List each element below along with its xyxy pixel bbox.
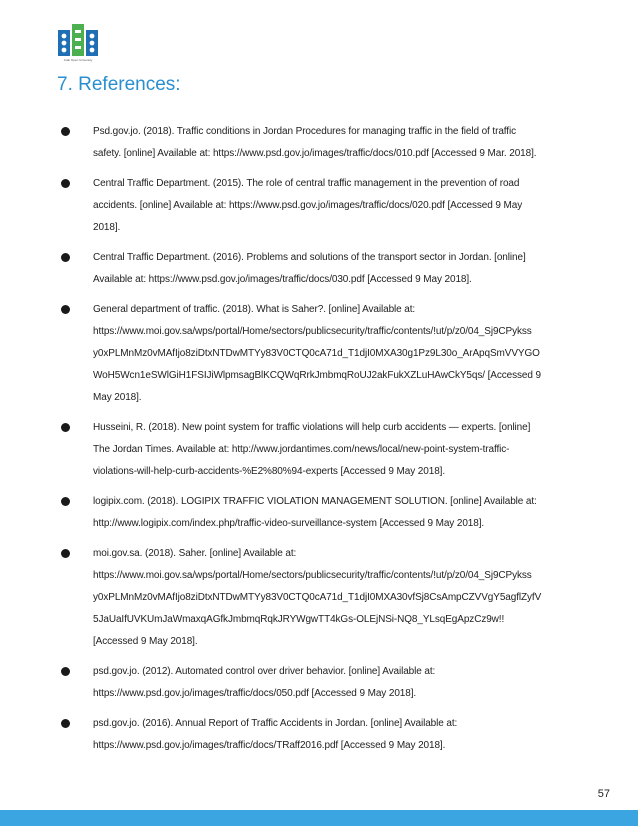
logo-caption: Arab Open University xyxy=(63,58,93,62)
reference-line: psd.gov.jo. (2012). Automated control over driver behavior. [online] Available at: xyxy=(93,666,436,677)
reference-list xyxy=(64,121,616,765)
reference-line: y0xPLMnMz0vMAfIjo8ziDtxNTDwMTYy83V0CTQ0cA71d_T1djI0MXA30vfSj8CsAmpCZVVgY5agflZyfV xyxy=(93,592,542,603)
reference-line: May 2018]. xyxy=(93,392,142,403)
reference-item xyxy=(64,491,616,535)
reference-line: Husseini, R. (2018). New point system for traffic violations will help curb accidents — experts. [online] xyxy=(93,422,531,433)
bullet-icon xyxy=(61,423,70,432)
university-logo xyxy=(56,22,100,64)
reference-line: y0xPLMnMz0vMAfIjo8ziDtxNTDwMTYy83V0CTQ0cA71d_T1djI0MXA30g1Pz9L30o_ArApqSmVVYGO xyxy=(93,348,540,359)
reference-line: Central Traffic Department. (2015). The role of central traffic management in the prevention of road xyxy=(93,178,520,189)
university-logo-icon xyxy=(56,22,100,58)
reference-line: moi.gov.sa. (2018). Saher. [online] Available at: xyxy=(93,548,297,559)
reference-item xyxy=(64,173,616,239)
reference-item xyxy=(64,247,616,291)
reference-item xyxy=(64,543,616,653)
reference-line: Psd.gov.jo. (2018). Traffic conditions in Jordan Procedures for managing traffic in the field of traffic xyxy=(93,126,516,137)
bullet-icon xyxy=(61,305,70,314)
bullet-icon xyxy=(61,127,70,136)
reference-line: https://www.psd.gov.jo/images/traffic/docs/050.pdf [Accessed 9 May 2018]. xyxy=(93,688,417,699)
bullet-icon xyxy=(61,253,70,262)
footer-bar xyxy=(0,810,638,826)
reference-line: http://www.logipix.com/index.php/traffic-video-surveillance-system [Accessed 9 May 2018]. xyxy=(93,518,485,529)
reference-line: safety. [online] Available at: https://www.psd.gov.jo/images/traffic/docs/010.pdf [Accessed 9 Mar. 2018]. xyxy=(93,148,537,159)
reference-line: [Accessed 9 May 2018]. xyxy=(93,636,198,647)
reference-line: Available at: https://www.psd.gov.jo/images/traffic/docs/030.pdf [Accessed 9 May 2018]. xyxy=(93,274,472,285)
reference-line: https://www.psd.gov.jo/images/traffic/docs/TRaff2016.pdf [Accessed 9 May 2018]. xyxy=(93,740,446,751)
bullet-icon xyxy=(61,549,70,558)
reference-line: accidents. [online] Available at: https://www.psd.gov.jo/images/traffic/docs/020.pdf [Accessed 9 May xyxy=(93,200,523,211)
reference-line: General department of traffic. (2018). What is Saher?. [online] Available at: xyxy=(93,304,416,315)
bullet-icon xyxy=(61,719,70,728)
bullet-icon xyxy=(61,179,70,188)
reference-line: violations-will-help-curb-accidents-%E2%80%94-experts [Accessed 9 May 2018]. xyxy=(93,466,446,477)
reference-line: psd.gov.jo. (2016). Annual Report of Traffic Accidents in Jordan. [online] Available at: xyxy=(93,718,458,729)
bullet-icon xyxy=(61,497,70,506)
reference-item xyxy=(64,417,616,483)
reference-item xyxy=(64,299,616,409)
reference-line: https://www.moi.gov.sa/wps/portal/Home/sectors/publicsecurity/traffic/contents/!ut/p/z0/04_Sj9CPykss xyxy=(93,326,532,337)
reference-line: https://www.moi.gov.sa/wps/portal/Home/sectors/publicsecurity/traffic/contents/!ut/p/z0/04_Sj9CPykss xyxy=(93,570,532,581)
reference-item xyxy=(64,661,616,705)
reference-line: 2018]. xyxy=(93,222,121,233)
reference-line: WoH5Wcn1eSWlGiH1FSIJiWlpmsagBlKCQWqRrkJmbmqRoUJ2akFukXZLuHAwCkY5qs/ [Accessed 9 xyxy=(93,370,541,381)
reference-line: Central Traffic Department. (2016). Problems and solutions of the transport sector in Jordan. [online] xyxy=(93,252,526,263)
section-heading: 7. References: xyxy=(57,74,181,95)
reference-line: logipix.com. (2018). LOGIPIX TRAFFIC VIOLATION MANAGEMENT SOLUTION. [online] Available at: xyxy=(93,496,537,507)
reference-line: The Jordan Times. Available at: http://www.jordantimes.com/news/local/new-point-system-traffic- xyxy=(93,444,510,455)
reference-item xyxy=(64,713,616,757)
reference-item xyxy=(64,121,616,165)
bullet-icon xyxy=(61,667,70,676)
page-number: 57 xyxy=(597,788,610,800)
reference-line: 5JaUaIfUVKUmJaWmaxqAGfkJmbmqRqkJRYWgwTT4kGs-OLEjNSi-NQ8_YLsqEgApzCz9w!! xyxy=(93,614,505,625)
